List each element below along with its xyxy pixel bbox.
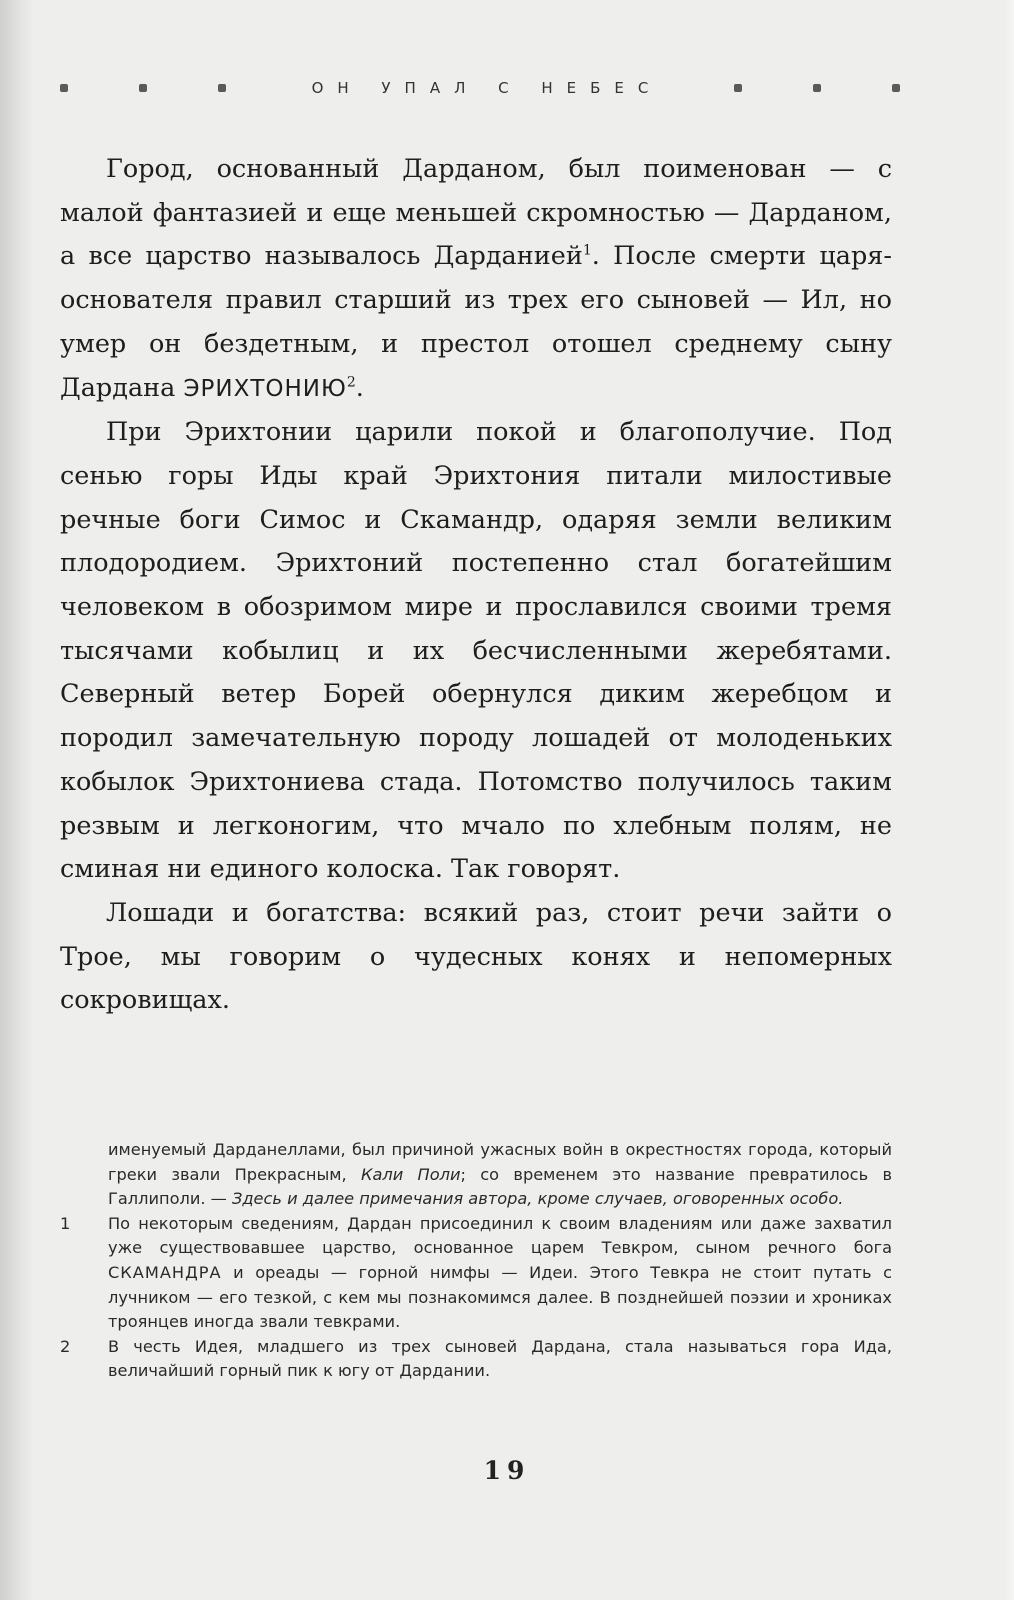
footnotes bbox=[60, 1138, 892, 1384]
ornament-square-icon bbox=[813, 84, 821, 92]
footnote-text: именуемый Дарданеллами, был причиной ужасных войн в окрестностях города, который греки звали Прекрасным, bbox=[108, 1140, 892, 1184]
footnote-italic: Здесь и далее примечания автора, кроме случаев, оговоренных особо. bbox=[231, 1189, 844, 1209]
footnote-item bbox=[60, 1212, 892, 1335]
running-head-title: ОН УПАЛ С НЕБЕС bbox=[311, 79, 663, 97]
footnote-item bbox=[60, 1335, 892, 1384]
footnote-text: и ореады — горной нимфы — Идеи. Этого Тевкра не стоит путать с лучником — его тезкой, с кем мы познакомимся далее. В позднейшей поэзии и хрониках троянцев иногда звали тевкрами. bbox=[108, 1262, 892, 1332]
footnote-text: ; со временем это название превратилось в Галлиполи. — bbox=[108, 1164, 892, 1209]
small-caps-name: СКАМАНДРА bbox=[108, 1262, 222, 1282]
footnote-text: В честь Идея, младшего из трех сыновей Дардана, стала называться гора Ида, величайший горный пик к югу от Дардании. bbox=[108, 1336, 892, 1381]
footnote-ref: 1 bbox=[582, 242, 592, 259]
paragraph-text: . bbox=[355, 372, 364, 403]
ornament-square-icon bbox=[892, 84, 900, 92]
paragraph: Лошади и богатства: всякий раз, стоит речи зайти о Трое, мы говорим о чудесных конях и непомерных сокровищах. bbox=[60, 897, 892, 1016]
paragraph-text: . После смерти царя-основателя правил старший из трех его сыновей — Ил, но умер он бездетным, и престол отошел среднему сыну Дардана bbox=[60, 241, 892, 403]
ornament-square-icon bbox=[139, 84, 147, 92]
footnote-number: 1 bbox=[60, 1213, 71, 1233]
footnote-italic: Кали Поли bbox=[360, 1164, 461, 1184]
ornament-square-icon bbox=[218, 84, 226, 92]
footnote-text: По некоторым сведениям, Дардан присоединил к своим владениям или даже захватил уже существовавшее царство, основанное царем Тевкром, сыном речного бога bbox=[108, 1213, 892, 1258]
paragraph bbox=[60, 148, 892, 411]
footnote-continuation bbox=[108, 1138, 892, 1212]
footnote-number: 2 bbox=[60, 1336, 71, 1356]
paragraph: При Эрихтонии царили покой и благополучие. Под сенью горы Иды край Эрихтония питали милостивые речные боги Симос и Скамандр, одаряя земли великим плодородием. Эрихтоний постепенно стал богатейшим человеком в обозримом мире и прославился своими тремя тысячами кобылиц и их бесчисленными жеребятами. Северный ветер Борей обернулся диким жеребцом и породил замечательную породу лошадей от молоденьких кобылок Эрихтониева стада. Потомство получилось таким резвым и легконогим, что мчало по хлебным полям, не сминая ни единого колоска. Так говорят. bbox=[60, 417, 892, 885]
ornament-square-icon bbox=[734, 84, 742, 92]
main-text bbox=[60, 148, 892, 1023]
paragraph-text: Город, основанный Дарданом, был поименован — с малой фантазией и еще меньшей скромностью — Дарданом, а все царство называлось Дарданией bbox=[60, 154, 892, 272]
ornament-square-icon bbox=[60, 84, 68, 92]
footnote-body bbox=[108, 1212, 892, 1335]
footnote-ref: 2 bbox=[346, 374, 356, 391]
page-number: 19 bbox=[483, 1456, 531, 1485]
page-edge bbox=[1004, 0, 1014, 1600]
running-head bbox=[60, 78, 900, 98]
book-gutter-shadow bbox=[0, 0, 34, 1600]
small-caps-name: ЭРИХТОНИЮ bbox=[183, 375, 347, 402]
